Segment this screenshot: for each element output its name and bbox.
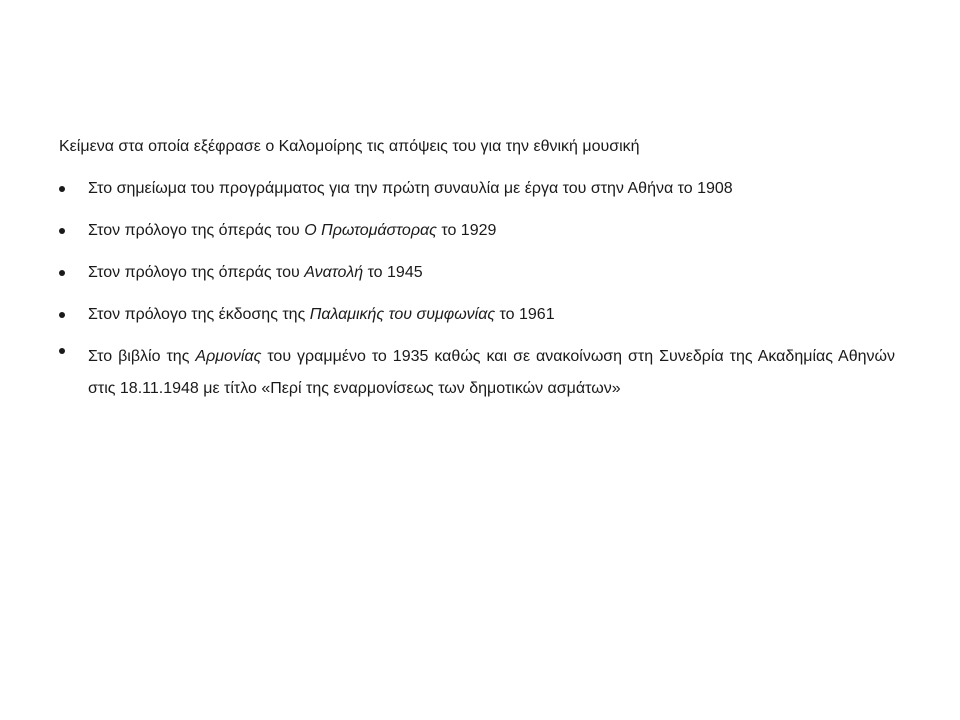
bullet-dot-icon (59, 228, 65, 234)
list-item-text: Στον πρόλογο της όπεράς του Ανατολή το 1945 (88, 264, 423, 281)
list-item-text: Στο βιβλίο της Αρμονίας του γραμμένο το 1935 καθώς και σε ανακοίνωση στη Συνεδρία της Ακαδημίας Αθηνών στις 18.11.1948 με τίτλο «Περί της εναρμονίσεως των δημοτικών ασμάτων» (88, 348, 896, 397)
list-item-text: Στον πρόλογο της όπεράς του Ο Πρωτομάστορας το 1929 (88, 222, 497, 239)
bullet-list (59, 179, 895, 427)
bullet-dot-icon (59, 186, 65, 192)
list-item (59, 341, 895, 405)
opera-title: Ανατολή (304, 264, 364, 281)
slide-heading: Κείμενα στα οποία εξέφρασε ο Καλομοίρης τις απόψεις του για την εθνική μουσική (59, 138, 640, 155)
book-title: Αρμονίας (195, 348, 262, 365)
bullet-dot-icon (59, 312, 65, 318)
list-item (59, 221, 895, 241)
list-item-text: Στο σημείωμα του προγράμματος για την πρώτη συναυλία με έργα του στην Αθήνα το 1908 (88, 180, 733, 197)
list-item (59, 179, 895, 199)
list-item-text: Στον πρόλογο της έκδοσης της Παλαμικής του συμφωνίας το 1961 (88, 306, 555, 323)
symphony-title: Παλαμικής του συμφωνίας (309, 306, 496, 323)
bullet-dot-icon (59, 270, 65, 276)
opera-title: Ο Πρωτομάστορας (304, 222, 437, 239)
list-item (59, 263, 895, 283)
list-item (59, 305, 895, 325)
bullet-dot-icon (59, 348, 65, 354)
